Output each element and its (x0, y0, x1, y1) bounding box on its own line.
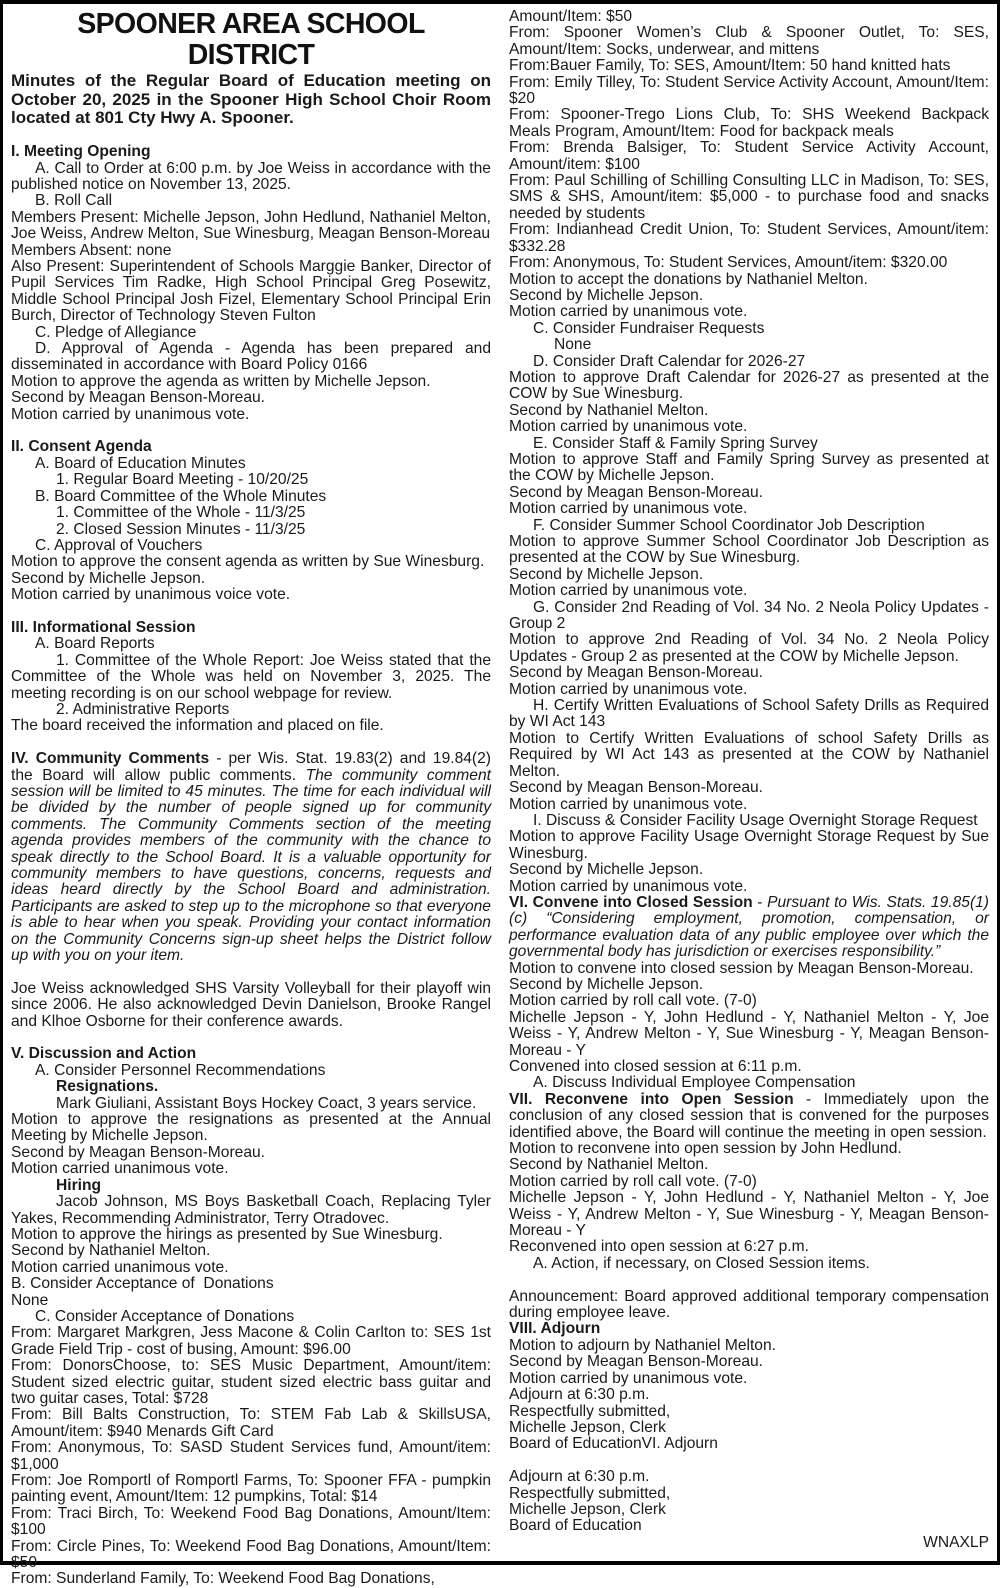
text-run: Michelle Jepson - Y, John Hedlund - Y, Nathaniel Melton - Y, Joe Weiss - Y, Andrew Melton - Y, Sue Winesburg - Y, Meagan Benson-Moreau - Y (509, 1008, 994, 1059)
paragraph (11, 1293, 491, 1309)
text-run: Second by Michelle Jepson. (11, 569, 206, 587)
paragraph (509, 139, 993, 173)
text-run: Adjourn at 6:30 p.m. (509, 1468, 650, 1486)
paragraph (509, 288, 989, 304)
paragraph (11, 571, 491, 587)
paragraph (11, 505, 491, 521)
text-run: Motion carried by unanimous vote. (11, 405, 250, 423)
text-run: - (752, 893, 768, 911)
section-heading (509, 1321, 989, 1337)
text-run: Motion to accept the donations by Nathaniel Melton. (509, 270, 868, 288)
text-run: Motion carried by unanimous vote. (509, 1369, 748, 1387)
paragraph (11, 340, 496, 374)
paragraph (509, 862, 989, 878)
paragraph (509, 272, 989, 288)
paragraph (11, 159, 496, 194)
text-run: G. Consider 2nd Reading of Vol. 34 No. 2 Neola Policy Updates - Group 2 (509, 598, 994, 633)
publication-code (509, 1535, 989, 1551)
text-run: Reconvened into open session at 6:27 p.m. (509, 1238, 809, 1256)
text-run: 2. Closed Session Minutes - 11/3/25 (56, 520, 306, 538)
section-heading (11, 620, 491, 636)
paragraph (509, 583, 989, 599)
text-run: WNAXLP (923, 1533, 989, 1551)
text-run: Hiring (56, 1176, 102, 1194)
paragraph (11, 407, 491, 423)
paragraph (509, 1371, 989, 1387)
text-run: Convened into closed session at 6:11 p.m. (509, 1058, 802, 1075)
text-run: Minutes of the Regular Board of Education meeting on October 20, 2025 in the Spooner High School Choir Room located at 801 Cty Hwy A. Spooner. (11, 71, 496, 128)
paragraph (509, 1387, 989, 1403)
text-run: VII. Reconvene into Open Session (509, 1090, 794, 1108)
text-run: From: Emily Tilley, To: Student Service Activity Account, Amount/Item: $20 (509, 73, 994, 108)
paragraph (509, 24, 993, 58)
paragraph (509, 682, 989, 698)
paragraph (509, 403, 989, 419)
paragraph (11, 1571, 491, 1587)
text-run: II. Consent Agenda (11, 438, 152, 456)
paragraph (509, 993, 989, 1009)
paragraph (509, 1256, 989, 1272)
text-run: VIII. Adjourn (509, 1320, 601, 1338)
text-run: None (554, 336, 592, 354)
paragraph (11, 702, 491, 718)
text-run: Second by Michelle Jepson. (509, 975, 704, 993)
text-run: I. Discuss & Consider Facility Usage Overnight Storage Request (533, 811, 978, 829)
paragraph (11, 1178, 491, 1194)
text-run: Motion carried by unanimous vote. (509, 795, 748, 813)
paragraph (509, 1008, 994, 1059)
text-run: Adjourn at 6:30 p.m. (509, 1386, 650, 1404)
text-run: Second by Nathaniel Melton. (509, 401, 709, 419)
paragraph (509, 598, 994, 633)
text-run: From: Anonymous, To: Student Services, Amount/item: $320.00 (509, 254, 948, 272)
text-run: - Immediately upon the conclusion of any closed session that is convened for the purposes identified above, the Board will continue the meeting in open session. (509, 1090, 994, 1141)
text-run: Respectfully submitted, (509, 1484, 671, 1502)
text-run: Second by Nathaniel Melton. (509, 1156, 709, 1174)
paragraph (11, 325, 491, 341)
text-run: Amount/Item: $50 (509, 8, 633, 25)
paragraph (11, 193, 491, 209)
text-run: Members Present: Michelle Jepson, John Hedlund, Nathaniel Melton, Joe Weiss, Andrew Melton, Sue Winesburg, Meagan Benson-Moreau (11, 208, 496, 243)
paragraph (509, 1059, 989, 1075)
paragraph (509, 221, 994, 255)
section-open-session (509, 1090, 994, 1141)
paragraph (509, 354, 989, 370)
text-run: E. Consider Staff & Family Spring Survey (533, 434, 818, 452)
text-run: Joe Weiss acknowledged SHS Varsity Volleyball for their playoff win since 2006. He also acknowledged Devin Danielson, Brooke Rangel and Klhoe Osborne for their conference awards. (11, 979, 496, 1030)
paragraph (11, 1324, 496, 1358)
paragraph (11, 456, 491, 472)
paragraph (11, 718, 491, 734)
paragraph (11, 243, 491, 259)
text-run: Motion carried by roll call vote. (7-0) (509, 1172, 757, 1190)
section-heading (11, 439, 491, 455)
text-run: Mark Giuliani, Assistant Boys Hockey Coact, 3 years service. (56, 1094, 477, 1112)
left-column (11, 8, 496, 1588)
text-run: B. Consider Acceptance of Donations (11, 1275, 274, 1293)
text-run: VI. Convene into Closed Session (509, 893, 753, 911)
text-run: B. Roll Call (35, 192, 113, 210)
paragraph (11, 1357, 496, 1407)
paragraph (11, 1260, 491, 1276)
paragraph (11, 538, 491, 554)
paragraph (509, 58, 989, 74)
text-run: D. Consider Draft Calendar for 2026-27 (533, 352, 806, 370)
paragraph (11, 1439, 496, 1473)
text-run: - per Wis. Stat. 19.83(2) and 19.84(2) the Board will allow public comments. (11, 750, 496, 784)
text-run: F. Consider Summer School Coordinator Job Description (533, 516, 925, 534)
text-run: Motion carried by unanimous vote. (509, 303, 748, 321)
paragraph (11, 1079, 491, 1095)
paragraph (11, 1243, 491, 1259)
text-run: Motion carried unanimous vote. (11, 1258, 229, 1276)
section-heading (11, 1046, 491, 1062)
paragraph (509, 436, 989, 452)
paragraph (509, 9, 989, 25)
paragraph (11, 1096, 491, 1112)
text-run: From: Anonymous, To: SASD Student Services fund, Amount/item: $1,000 (11, 1439, 496, 1473)
paragraph (11, 390, 491, 406)
text-run: Motion to approve the resignations as presented at the Annual Meeting by Michelle Jepson. (11, 1111, 496, 1145)
text-run: Motion to approve Draft Calendar for 2026-27 as presented at the COW by Sue Winesburg. (509, 368, 994, 403)
paragraph (509, 1239, 989, 1255)
paragraph (11, 651, 496, 702)
paragraph (509, 1287, 994, 1322)
right-column (509, 8, 994, 1557)
paragraph (509, 567, 989, 583)
text-run: Motion carried by unanimous vote. (509, 500, 748, 518)
paragraph (11, 1537, 496, 1572)
text-run: From: Margaret Markgren, Jess Macone & Colin Carlton to: SES 1st Grade Field Trip - cost of busing, Amount: $96.00 (11, 1324, 496, 1358)
text-run: Michelle Jepson - Y, John Hedlund - Y, Nathaniel Melton - Y, Joe Weiss - Y, Andrew Melton - Y, Sue Winesburg - Y, Meagan Benson-Moreau - Y (509, 1189, 994, 1240)
text-run: Motion to approve the agenda as written by Michelle Jepson. (11, 372, 431, 390)
text-run: Second by Meagan Benson-Moreau. (509, 779, 763, 797)
text-run: Second by Meagan Benson-Moreau. (11, 1143, 265, 1161)
text-run: C. Pledge of Allegiance (35, 323, 197, 341)
text-run: From: Spooner-Trego Lions Club, To: SHS Weekend Backpack Meals Program, Amount/Item: Food for backpack meals (509, 106, 994, 140)
paragraph (11, 1161, 491, 1177)
text-run: Motion carried by unanimous vote. (509, 877, 748, 895)
text-run: A. Board of Education Minutes (35, 454, 246, 472)
text-run: Motion to approve the hirings as presented by Sue Winesburg. (11, 1225, 443, 1243)
paragraph (509, 450, 994, 485)
text-run: Motion to approve Summer School Coordinator Job Description as presented at the COW by Sue Winesburg. (509, 533, 994, 567)
paragraph (509, 780, 989, 796)
paragraph (509, 665, 989, 681)
text-run: Motion carried by unanimous vote. (509, 680, 748, 698)
text-run: A. Discuss Individual Employee Compensation (533, 1074, 856, 1092)
text-run: Motion to approve 2nd Reading of Vol. 34 No. 2 Neola Policy Updates - Group 2 as presented at the COW by Michelle Jepson. (509, 631, 994, 665)
text-run: From: Spooner Women’s Club & Spooner Outlet, To: SES, Amount/Item: Socks, underwear, and mittens (509, 24, 993, 58)
text-run: Michelle Jepson, Clerk (509, 1500, 666, 1518)
text-run: 1. Committee of the Whole - 11/3/25 (56, 504, 306, 522)
text-run: SPOONER AREA SCHOOL DISTRICT (77, 8, 433, 71)
paragraph (509, 1436, 989, 1452)
text-run: Motion carried by unanimous vote. (509, 418, 748, 436)
text-run: Board of Education (509, 1517, 642, 1535)
paragraph (509, 797, 989, 813)
paragraph (11, 1504, 496, 1539)
text-run: Motion carried unanimous vote. (11, 1160, 229, 1178)
text-run: D. Approval of Agenda - Agenda has been prepared and disseminated in accordance with Board Policy 0166 (11, 340, 496, 374)
text-run: From: Circle Pines, To: Weekend Food Bag Donations, Amount/Item: $50 (11, 1537, 496, 1572)
paragraph (509, 1354, 989, 1370)
paragraph (509, 729, 994, 780)
section-community-comments (11, 750, 496, 965)
paragraph (509, 1404, 989, 1420)
paragraph (11, 587, 491, 603)
text-run: Respectfully submitted, (509, 1402, 671, 1420)
text-run: Also Present: Superintendent of Schools Marggie Banker, Director of Pupil Services Tim Radke, High School Principal Greg Posewitz, Middle School Principal Josh Fizel, Elementary School Principal Erin Burch, Director of Technology Steven Fulton (11, 258, 496, 325)
paragraph (11, 1406, 495, 1440)
text-run: B. Board Committee of the Whole Minutes (35, 487, 327, 505)
text-run: A. Consider Personnel Recommendations (35, 1061, 326, 1079)
paragraph (509, 879, 989, 895)
text-run: C. Approval of Vouchers (35, 536, 203, 554)
paragraph (11, 554, 491, 570)
paragraph (11, 1145, 491, 1161)
text-run: Michelle Jepson, Clerk (509, 1418, 666, 1436)
paragraph (11, 489, 491, 505)
paragraph (11, 1193, 496, 1227)
text-run: Motion to reconvene into open session by John Hedlund. (509, 1140, 902, 1158)
paragraph (11, 1472, 496, 1506)
text-run: Second by Meagan Benson-Moreau. (509, 1353, 763, 1371)
paragraph (509, 304, 989, 320)
section-heading (11, 144, 491, 160)
text-run: Pursuant to Wis. Stats. 19.85(1)(c) “Considering employment, promotion, compensation, or performance evaluation data of any public employee over which the governmental body has jurisdiction or exercises responsibility.” (509, 893, 994, 961)
paragraph (509, 337, 989, 353)
text-run: V. Discussion and Action (11, 1045, 197, 1063)
text-run: A. Call to Order at 6:00 p.m. by Joe Weiss in accordance with the published notice on November 13, 2025. (11, 159, 496, 193)
text-run: C. Consider Fundraiser Requests (533, 319, 765, 337)
paragraph (509, 368, 994, 403)
section-closed-session (509, 893, 994, 961)
paragraph (11, 522, 491, 538)
text-run: Motion carried by unanimous vote. (509, 582, 748, 600)
text-run: From: Indianhead Credit Union, To: Student Services, Amount/item: $332.28 (509, 221, 994, 255)
paragraph (11, 1111, 496, 1145)
paragraph (11, 979, 496, 1030)
paragraph (11, 1276, 491, 1292)
text-run: Motion to approve Staff and Family Spring Survey as presented at the COW by Michelle Jepson. (509, 450, 994, 485)
text-run: The community comment session will be limited to 45 minutes. The time for each individual will be divided by the number of people signed up for community comments. The Community Comments section of the meeting agenda provides members of the community with the chance to speak directly to the School Board. It is a valuable opportunity for community members to have questions, concerns, requests and ideas heard directly by the School Board and administration. Participants are asked to step up to the microphone so that everyone is able to hear when you speak. Providing your contact information on the Community Concerns sign-up sheet helps the District follow up with you on your item. (11, 766, 496, 965)
paragraph (11, 472, 491, 488)
text-run: Motion carried by unanimous voice vote. (11, 586, 291, 604)
paragraph (509, 1518, 989, 1534)
text-run: Board of EducationVI. Adjourn (509, 1435, 718, 1453)
text-run: From: Sunderland Family, To: Weekend Food Bag Donations, (11, 1570, 435, 1588)
text-run: From: Traci Birch, To: Weekend Food Bag Donations, Amount/Item: $100 (11, 1504, 496, 1539)
text-run: Motion to adjourn by Nathaniel Melton. (509, 1336, 776, 1354)
paragraph (509, 813, 989, 829)
text-run: Motion carried by roll call vote. (7-0) (509, 992, 757, 1010)
paragraph (11, 1227, 491, 1243)
paragraph (509, 1157, 989, 1173)
paragraph (509, 533, 994, 567)
paragraph (509, 321, 989, 337)
text-run: Second by Michelle Jepson. (509, 565, 704, 583)
paragraph (11, 374, 491, 390)
paragraph (11, 258, 496, 325)
text-run: Second by Michelle Jepson. (509, 861, 704, 879)
text-run: Second by Meagan Benson-Moreau. (11, 389, 265, 407)
text-run: Motion to convene into closed session by Meagan Benson-Moreau. (509, 959, 974, 977)
text-run: C. Consider Acceptance of Donations (35, 1307, 295, 1325)
paragraph (509, 977, 989, 993)
paragraph (509, 961, 989, 977)
paragraph (509, 1420, 989, 1436)
paragraph (509, 631, 994, 665)
text-run: Resignations. (56, 1078, 159, 1096)
text-run: Second by Meagan Benson-Moreau. (509, 483, 763, 501)
text-run: From: Paul Schilling of Schilling Consulting LLC in Madison, To: SES, SMS & SHS, Amount/item: $5,000 - to purchase food and snacks needed by students (509, 172, 994, 222)
paragraph (11, 1309, 491, 1325)
paragraph (509, 255, 989, 271)
paragraph (509, 1075, 989, 1091)
text-run: Second by Meagan Benson-Moreau. (509, 664, 763, 682)
text-run: Motion to approve the consent agenda as written by Sue Winesburg. (11, 553, 485, 571)
paragraph (11, 1063, 491, 1079)
text-run: From: Brenda Balsiger, To: Student Service Activity Account, Amount/item: $100 (509, 139, 993, 173)
paragraph (509, 485, 989, 501)
text-run: None (11, 1291, 49, 1309)
paragraph (509, 1174, 989, 1190)
text-run: Second by Nathaniel Melton. (11, 1242, 211, 1260)
paragraph (509, 501, 989, 517)
text-run: From:Bauer Family, To: SES, Amount/Item: 50 hand knitted hats (509, 57, 951, 75)
paragraph (509, 419, 989, 435)
paragraph (11, 636, 491, 652)
paragraph (509, 1469, 989, 1485)
paragraph (509, 1338, 989, 1354)
paragraph (509, 1486, 989, 1502)
paragraph (509, 1189, 994, 1240)
text-run: From: Joe Romportl of Romportl Farms, To: Spooner FFA - pumpkin painting event, Amount/Item: 12 pumpkins, Total: $14 (11, 1472, 496, 1506)
text-run: From: DonorsChoose, to: SES Music Department, Amount/item: Student sized electric guitar, student sized electric bass guitar and two guitar cases, Total: $728 (11, 1357, 496, 1407)
text-run: Motion to approve Facility Usage Overnight Storage Request by Sue Winesburg. (509, 828, 994, 862)
document-title (11, 9, 491, 71)
paragraph (509, 1141, 989, 1157)
text-run: The board received the information and placed on file. (11, 717, 384, 735)
text-run: Announcement: Board approved additional temporary compensation during employee leave. (509, 1287, 994, 1322)
text-run: Motion to Certify Written Evaluations of school Safety Drills as Required by WI Act 143 as presented at the COW by Nathaniel Melton. (509, 729, 994, 780)
text-run: Jacob Johnson, MS Boys Basketball Coach, Replacing Tyler Yakes, Recommending Administrator, Terry Otradovec. (11, 1193, 496, 1227)
text-run: From: Bill Balts Construction, To: STEM Fab Lab & SkillsUSA, Amount/item: $940 Menards Gift Card (11, 1406, 495, 1440)
paragraph (509, 828, 994, 862)
paragraph (509, 518, 989, 534)
paragraph (509, 172, 994, 222)
paragraph (11, 208, 496, 243)
text-run: 2. Administrative Reports (56, 700, 230, 718)
text-run: Members Absent: none (11, 241, 172, 259)
text-run: III. Informational Session (11, 618, 196, 636)
text-run: IV. Community Comments (11, 750, 210, 768)
text-run: 1. Committee of the Whole Report: Joe Weiss stated that the Committee of the Whole was held on November 3, 2025. The meeting recording is on our school webpage for review. (11, 651, 496, 702)
intro-paragraph (11, 71, 496, 128)
text-run: Second by Michelle Jepson. (509, 286, 704, 304)
text-run: H. Certify Written Evaluations of School Safety Drills as Required by WI Act 143 (509, 697, 994, 731)
text-run: A. Board Reports (35, 635, 155, 653)
paragraph (509, 73, 994, 108)
paragraph (509, 106, 994, 140)
text-run: A. Action, if necessary, on Closed Session items. (533, 1254, 870, 1272)
paragraph (509, 1502, 989, 1518)
text-run: I. Meeting Opening (11, 143, 151, 161)
text-run: 1. Regular Board Meeting - 10/20/25 (56, 471, 309, 489)
paragraph (509, 697, 994, 731)
